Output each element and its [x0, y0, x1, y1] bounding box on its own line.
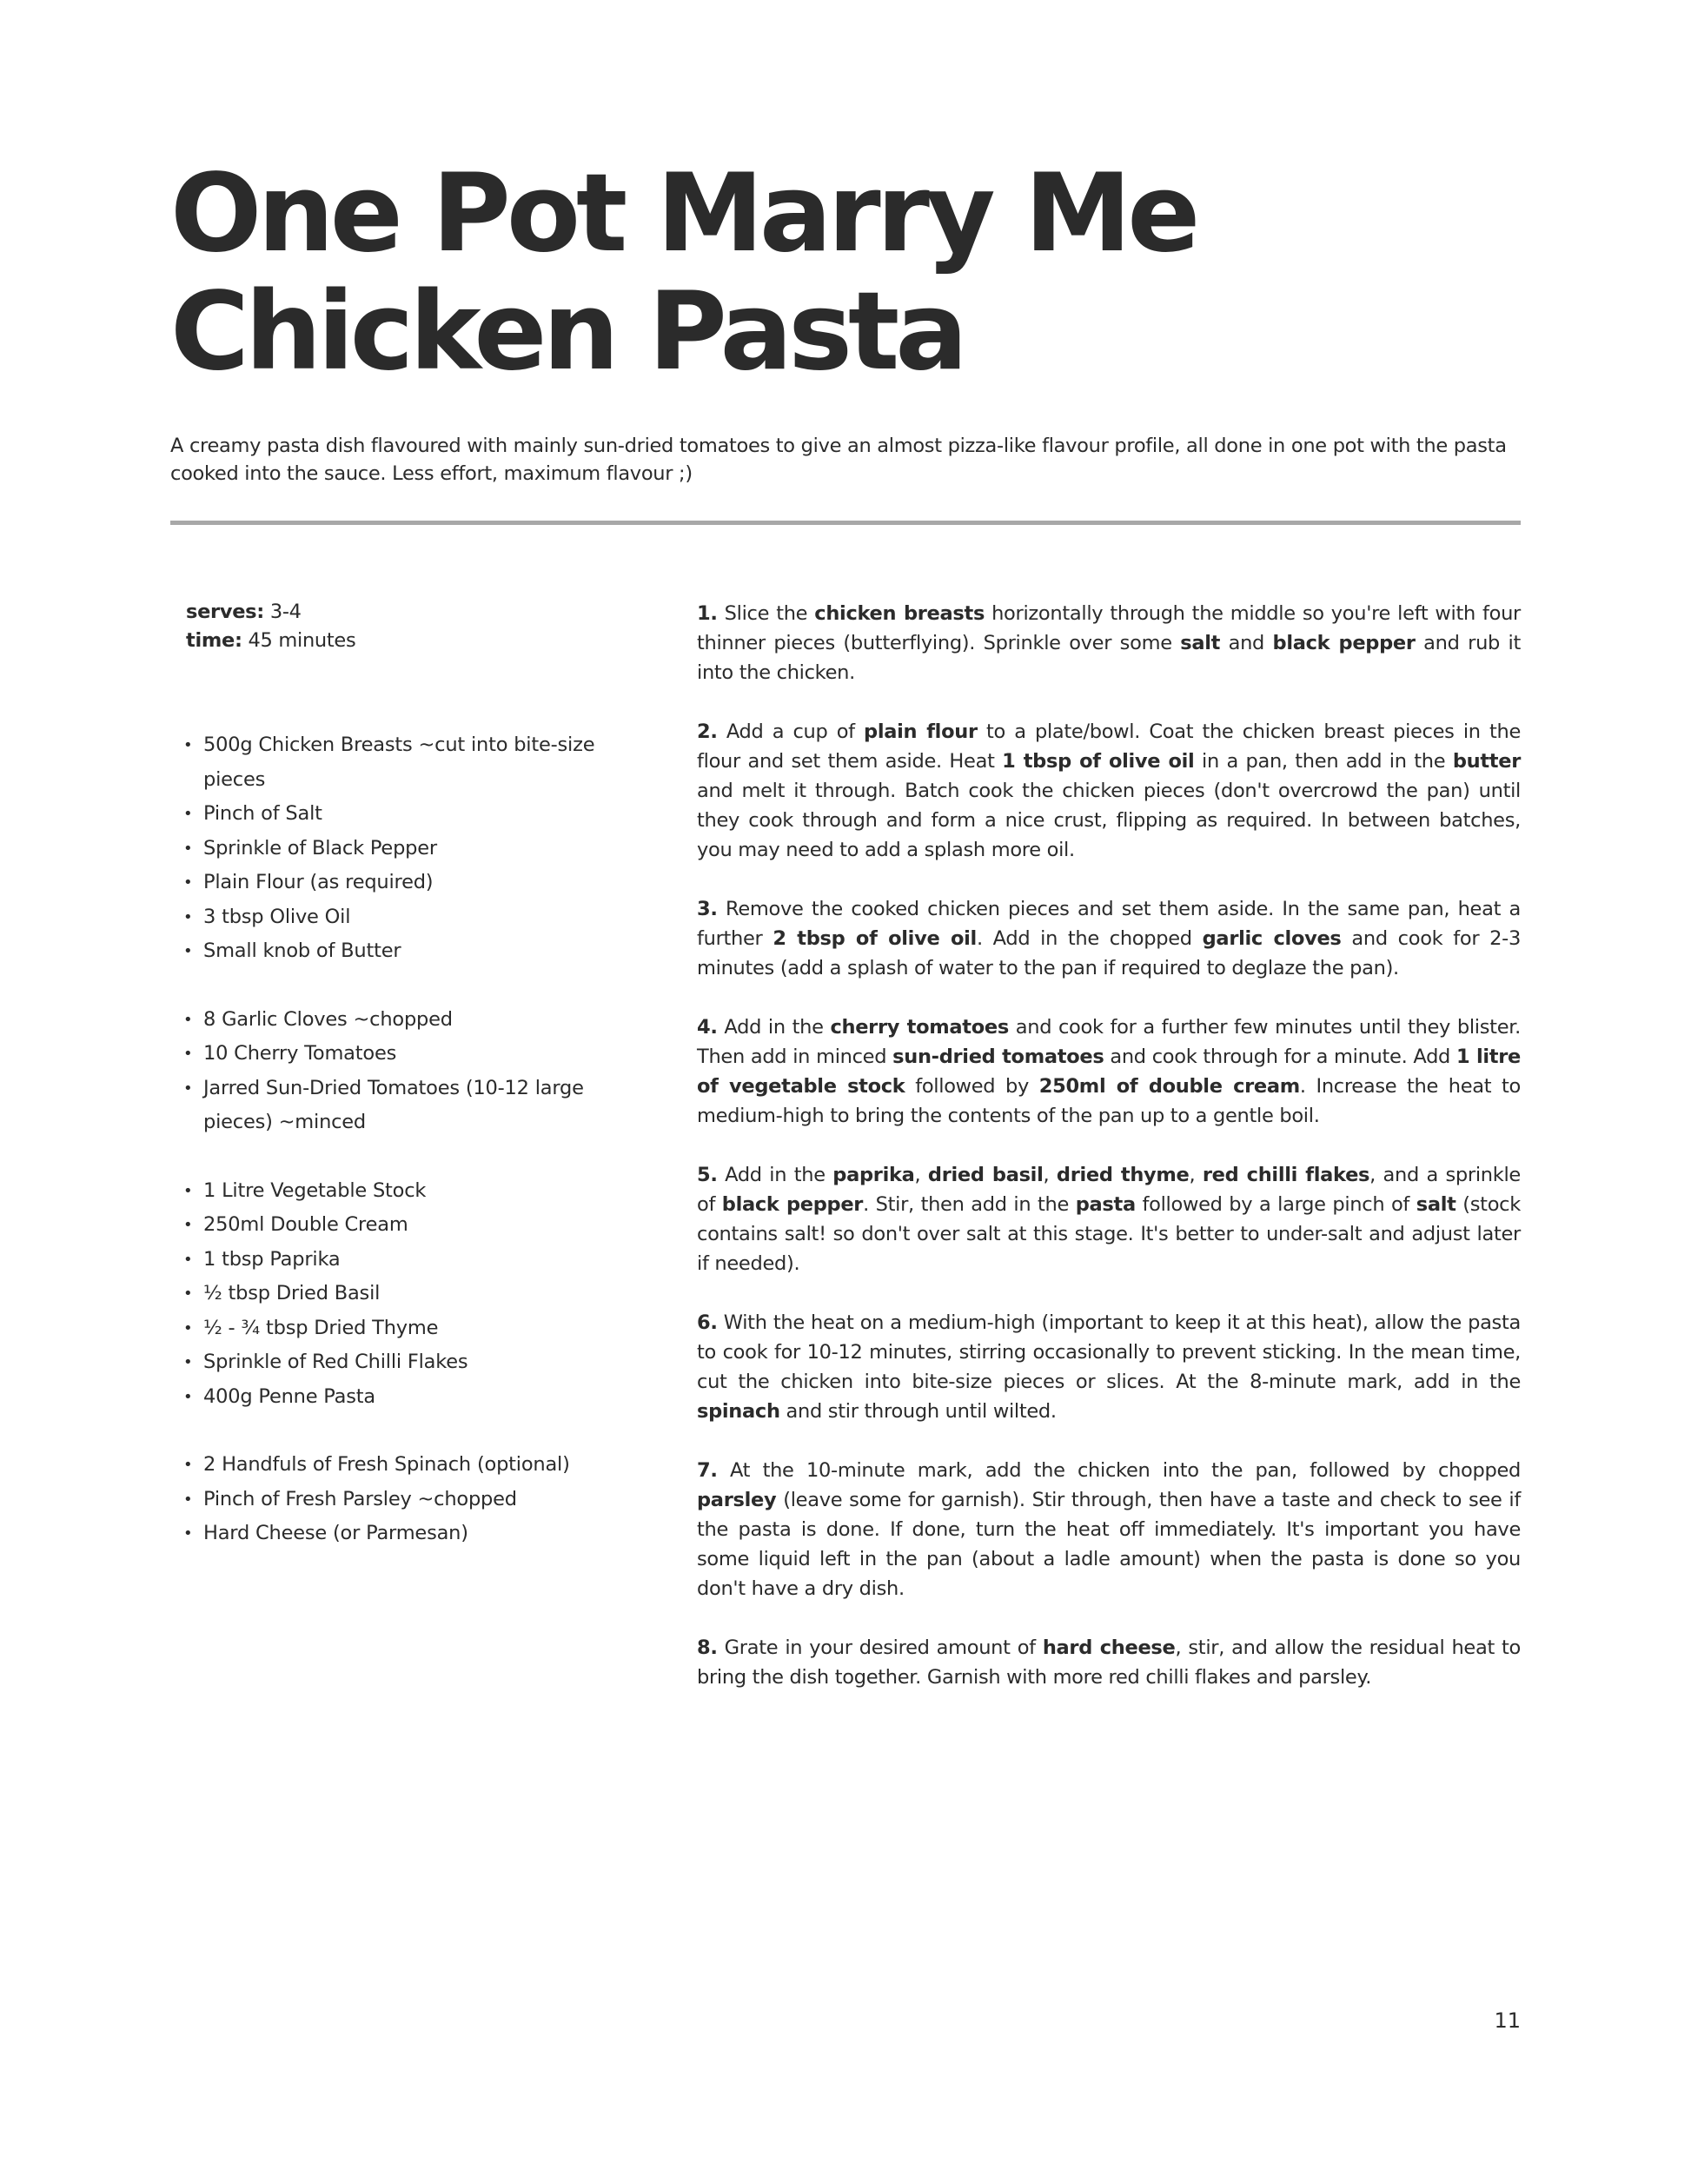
- method-step: [697, 599, 1521, 687]
- ingredients-list: [183, 728, 603, 1585]
- ingredient-text: 1 tbsp Paprika: [203, 1247, 341, 1271]
- bullet-icon: •: [183, 736, 193, 754]
- step-text: ,: [914, 1164, 928, 1186]
- ingredient-item: [183, 1448, 603, 1483]
- step-highlight: spinach: [697, 1400, 780, 1423]
- step-text: and: [1220, 632, 1273, 654]
- step-highlight: 2 tbsp of olive oil: [773, 927, 977, 950]
- step-text: followed by: [905, 1075, 1039, 1098]
- ingredient-item: [183, 1345, 603, 1380]
- step-highlight: 1 litre of vegetable stock: [697, 1046, 1521, 1098]
- step-text: Slice the: [717, 602, 815, 625]
- step-text: followed by a large pinch of: [1135, 1193, 1416, 1216]
- page-number: 11: [1494, 2008, 1521, 2033]
- step-number: 4.: [697, 1016, 718, 1039]
- ingredient-text: 400g Penne Pasta: [203, 1384, 375, 1408]
- method-step: [697, 1633, 1521, 1692]
- ingredient-item: [183, 1072, 603, 1140]
- step-text: ,: [1189, 1164, 1203, 1186]
- ingredient-text: Small knob of Butter: [203, 939, 401, 962]
- step-text: . Increase the heat to medium-high to bring the contents of the pan up to a gentle boil.: [697, 1075, 1521, 1127]
- step-text: Add in the: [717, 1164, 833, 1186]
- ingredient-text: ½ - ¾ tbsp Dried Thyme: [203, 1316, 439, 1339]
- title-line-1: One Pot Marry Me: [170, 151, 1197, 276]
- step-text: At the 10-minute mark, add the chicken into the pan, followed by chopped: [717, 1459, 1521, 1482]
- step-highlight: salt: [1416, 1193, 1456, 1216]
- step-number: 5.: [697, 1164, 718, 1186]
- bullet-icon: •: [183, 839, 193, 858]
- step-text: , stir, and allow the residual heat to bring the dish together. Garnish with more red chilli flakes and parsley.: [697, 1636, 1521, 1689]
- step-highlight: plain flour: [864, 720, 978, 743]
- time-label: time:: [186, 629, 242, 652]
- step-text: Grate in your desired amount of: [717, 1636, 1043, 1659]
- ingredient-item: [183, 1380, 603, 1415]
- step-text: Remove the cooked chicken pieces and set them aside. In the same pan, heat a further: [697, 898, 1521, 950]
- method-step: [697, 1308, 1521, 1426]
- step-highlight: butter: [1452, 750, 1522, 773]
- step-highlight: red chilli flakes: [1202, 1164, 1370, 1186]
- ingredient-item: [183, 1277, 603, 1311]
- bullet-icon: •: [183, 1285, 193, 1303]
- bullet-icon: •: [183, 1250, 193, 1269]
- step-text: With the heat on a medium-high (important to keep it at this heat), allow the pasta to cook for 10-12 minutes, stirring occasionally to prevent sticking. In the mean time, cut the chicken into bite-size pieces or slices. At the 8-minute mark, add in the: [697, 1311, 1521, 1393]
- step-text: Add a cup of: [717, 720, 865, 743]
- step-highlight: cherry tomatoes: [830, 1016, 1009, 1039]
- bullet-icon: •: [183, 873, 193, 892]
- step-highlight: paprika: [832, 1164, 915, 1186]
- method-step: [697, 894, 1521, 983]
- ingredient-text: 8 Garlic Cloves ~chopped: [203, 1007, 453, 1031]
- ingredient-text: 1 Litre Vegetable Stock: [203, 1178, 427, 1202]
- step-text: and cook through for a minute. Add: [1104, 1046, 1456, 1068]
- ingredient-item: [183, 900, 603, 935]
- serves-row: [186, 598, 355, 627]
- ingredient-item: [183, 1243, 603, 1278]
- step-highlight: hard cheese: [1042, 1636, 1176, 1659]
- step-text: in a pan, then add in the: [1194, 750, 1453, 773]
- ingredient-group: [183, 1448, 603, 1551]
- bullet-icon: •: [183, 1353, 193, 1371]
- title-line-2: Chicken Pasta: [170, 269, 964, 395]
- ingredient-item: [183, 1208, 603, 1243]
- step-text: . Stir, then add in the: [863, 1193, 1076, 1216]
- step-highlight: 1 tbsp of olive oil: [1002, 750, 1195, 773]
- step-highlight: sun-dried tomatoes: [892, 1046, 1104, 1068]
- step-text: and cook for 2-3 minutes (add a splash of water to the pan if required to deglaze the pan).: [697, 927, 1521, 979]
- ingredient-text: Plain Flour (as required): [203, 871, 434, 893]
- bullet-icon: •: [183, 1079, 193, 1098]
- ingredient-item: [183, 728, 603, 797]
- step-text: to a plate/bowl. Coat the chicken breast pieces in the flour and set them aside. Heat: [697, 720, 1522, 773]
- ingredient-text: 2 Handfuls of Fresh Spinach (optional): [203, 1453, 570, 1476]
- bullet-icon: •: [183, 942, 193, 960]
- bullet-icon: •: [183, 1010, 193, 1029]
- ingredient-text: 10 Cherry Tomatoes: [203, 1042, 397, 1065]
- recipe-intro: A creamy pasta dish flavoured with mainly sun-dried tomatoes to give an almost pizza-like flavour profile, all done in one pot with the pasta cooked into the sauce. Less effort, maximum flavour ;): [170, 435, 1507, 485]
- ingredient-item: [183, 934, 603, 969]
- step-number: 8.: [697, 1636, 718, 1659]
- bullet-icon: •: [183, 805, 193, 823]
- ingredient-text: Sprinkle of Black Pepper: [203, 836, 437, 860]
- ingredient-item: [183, 1483, 603, 1517]
- bullet-icon: •: [183, 907, 193, 926]
- bullet-icon: •: [183, 1318, 193, 1338]
- ingredient-text: 250ml Double Cream: [203, 1213, 408, 1236]
- step-text: and rub it into the chicken.: [697, 632, 1521, 684]
- ingredient-item: [183, 1003, 603, 1038]
- step-text: (leave some for garnish). Stir through, then have a taste and check to see if the pasta is done. If done, turn the heat off immediately. It's important you have some liquid left in the pan (about a ladle amount) when the pasta is done so you don't have a dry dish.: [697, 1489, 1521, 1600]
- ingredient-group: [183, 1003, 603, 1140]
- step-highlight: black pepper: [1272, 632, 1416, 654]
- bullet-icon: •: [183, 1045, 193, 1063]
- step-highlight: garlic cloves: [1202, 927, 1342, 950]
- step-number: 6.: [697, 1311, 718, 1334]
- ingredient-text: 3 tbsp Olive Oil: [203, 905, 351, 928]
- section-divider: [170, 521, 1521, 525]
- method-steps: [697, 599, 1521, 1722]
- method-step: [697, 1012, 1521, 1131]
- step-text: and cook for a further few minutes until they blister. Then add in minced: [697, 1016, 1521, 1068]
- ingredient-text: Pinch of Salt: [203, 802, 322, 825]
- step-highlight: chicken breasts: [814, 602, 985, 625]
- ingredient-text: Pinch of Fresh Parsley ~chopped: [203, 1487, 517, 1510]
- method-step: [697, 717, 1521, 865]
- step-highlight: dried basil: [927, 1164, 1044, 1186]
- step-highlight: dried thyme: [1056, 1164, 1190, 1186]
- step-highlight: pasta: [1075, 1193, 1136, 1216]
- step-highlight: parsley: [697, 1489, 777, 1511]
- serves-value: 3-4: [263, 601, 302, 623]
- bullet-icon: •: [183, 1490, 193, 1509]
- step-text: horizontally through the middle so you're left with four thinner pieces (butterflying). Sprinkle over some: [697, 602, 1521, 654]
- step-text: , and a sprinkle of: [697, 1164, 1521, 1216]
- bullet-icon: •: [183, 1456, 193, 1474]
- step-number: 3.: [697, 898, 718, 920]
- time-row: [186, 627, 355, 655]
- recipe-meta: [186, 598, 355, 655]
- method-step: [697, 1456, 1521, 1603]
- step-highlight: black pepper: [721, 1193, 864, 1216]
- ingredient-text: Sprinkle of Red Chilli Flakes: [203, 1351, 468, 1373]
- ingredient-group: [183, 1174, 603, 1415]
- bullet-icon: •: [183, 1524, 193, 1543]
- bullet-icon: •: [183, 1387, 193, 1406]
- serves-label: serves:: [186, 601, 264, 623]
- ingredient-item: [183, 1517, 603, 1551]
- method-step: [697, 1160, 1521, 1278]
- step-text: . Add in the chopped: [976, 927, 1203, 950]
- ingredient-item: [183, 1311, 603, 1346]
- ingredient-text: ½ tbsp Dried Basil: [203, 1282, 381, 1304]
- bullet-icon: •: [183, 1181, 193, 1200]
- ingredient-item: [183, 832, 603, 866]
- bullet-icon: •: [183, 1216, 193, 1234]
- page-title: [170, 151, 1474, 395]
- ingredient-text: Hard Cheese (or Parmesan): [203, 1522, 468, 1544]
- step-text: and melt it through. Batch cook the chicken pieces (don't overcrowd the pan) until they cook through and form a nice crust, flipping as required. In between batches, you may need to add a splash more oil.: [697, 780, 1521, 861]
- ingredient-group: [183, 728, 603, 969]
- step-number: 1.: [697, 602, 718, 625]
- ingredient-item: [183, 797, 603, 832]
- step-text: Add in the: [717, 1016, 831, 1039]
- step-text: ,: [1043, 1164, 1057, 1186]
- step-highlight: 250ml of double cream: [1038, 1075, 1300, 1098]
- ingredient-text: 500g Chicken Breasts ~cut into bite-size pieces: [203, 734, 595, 791]
- ingredient-item: [183, 1174, 603, 1209]
- time-value: 45 minutes: [242, 629, 356, 652]
- step-highlight: salt: [1180, 632, 1221, 654]
- step-number: 7.: [697, 1459, 718, 1482]
- step-text: and stir through until wilted.: [779, 1400, 1057, 1423]
- ingredient-text: Jarred Sun-Dried Tomatoes (10-12 large pieces) ~minced: [203, 1076, 584, 1133]
- step-number: 2.: [697, 720, 718, 743]
- ingredient-item: [183, 1037, 603, 1072]
- ingredient-item: [183, 866, 603, 900]
- step-text: (stock contains salt! so don't over salt at this stage. It's better to under-salt and adjust later if needed).: [697, 1193, 1521, 1275]
